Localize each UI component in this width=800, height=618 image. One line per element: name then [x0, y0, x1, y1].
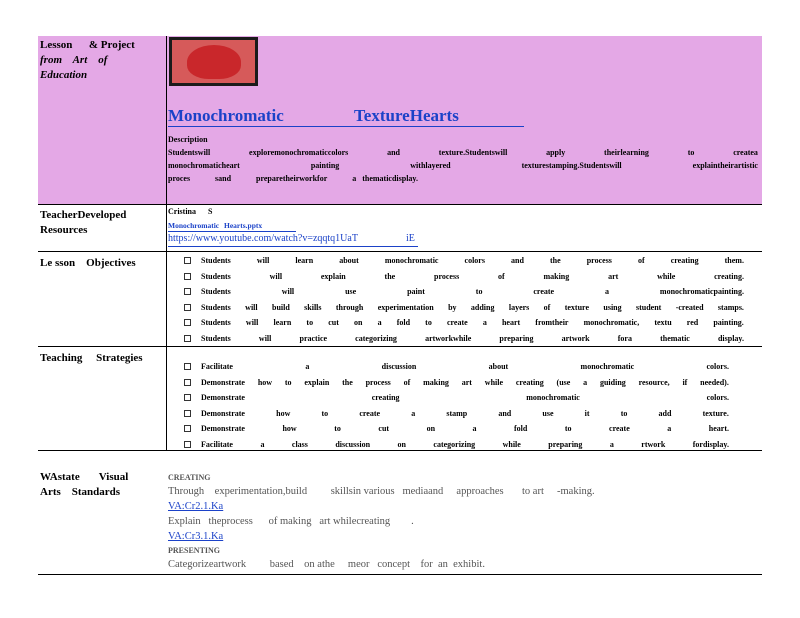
description-word: proces [168, 174, 191, 183]
title-word-2: TextureHearts [354, 106, 459, 125]
pptx-link[interactable] [168, 221, 296, 232]
description-label: Description [168, 135, 208, 144]
checkbox-icon [184, 319, 191, 326]
list-item [184, 284, 744, 300]
objectives-label: Le sson Objectives [40, 257, 136, 269]
list-item-text: Facilitate a discussion about monochromatic colors. [201, 362, 729, 371]
description-word: theirlearning [604, 148, 649, 157]
list-item [184, 390, 729, 406]
resources-row [38, 204, 762, 252]
list-item-text: Demonstrate how to create a stamp and use it to add texture. [201, 408, 729, 418]
checkbox-icon [184, 288, 191, 295]
checkbox-icon [184, 304, 191, 311]
description-word: sand [215, 174, 232, 183]
description-word: monochromaticheart [168, 161, 240, 170]
objectives-row [38, 251, 762, 347]
resources-label-line-1: TeacherDeveloped [40, 209, 127, 221]
list-item [184, 315, 744, 331]
list-item [184, 253, 744, 269]
list-item-text: Demonstrate how to cut on a fold to create a heart. [201, 424, 729, 433]
source-line-2: from Art of [40, 54, 108, 66]
checkbox-icon [184, 394, 191, 401]
list-item [184, 359, 729, 375]
description-word: exploremonochromaticcolors [249, 148, 349, 157]
list-item-text: Students will explain the process of making art while creating. [201, 271, 744, 281]
list-item-text: Facilitate a class discussion on categorizing while preparing a rtwork fordisplay. [201, 439, 729, 449]
list-item [184, 331, 744, 347]
list-item [184, 375, 729, 391]
standards-label-line-2: Arts Standards [40, 486, 121, 498]
standards-row [38, 450, 762, 575]
list-item [184, 421, 729, 437]
youtube-link[interactable] [168, 233, 418, 247]
checkbox-icon [184, 379, 191, 386]
standard-code-cr2[interactable]: VA:Cr2.1.Ka [168, 501, 224, 512]
youtube-link-part-2[interactable]: iE [406, 233, 415, 244]
standard-code-cr3[interactable]: VA:Cr3.1.Ka [168, 531, 224, 542]
description-word: withlayered [410, 161, 451, 170]
description-word: Studentswill [168, 148, 211, 157]
resources-label [40, 208, 166, 238]
presenting-heading: PRESENTING [168, 546, 221, 555]
lesson-source-cell [40, 38, 166, 83]
lesson-description [168, 133, 758, 185]
description-line-2 [168, 159, 758, 172]
description-word: createa [733, 148, 758, 157]
checkbox-icon [184, 257, 191, 264]
list-item [184, 406, 729, 422]
heart-icon [187, 45, 241, 79]
pptx-link-word-1[interactable]: Monochromatic [168, 221, 220, 230]
list-item-text: Students will learn to cut on a fold to create a heart fromtheir monochromatic, textu red painting. [201, 318, 744, 327]
checkbox-icon [184, 410, 191, 417]
list-item-text: Students will learn about monochromatic colors and the process of creating them. [201, 256, 744, 265]
strategies-row [38, 346, 762, 451]
list-item-text: Demonstrate creating monochromatic colors. [201, 393, 729, 402]
list-item [184, 269, 744, 285]
title-word-1: Monochromatic [168, 106, 284, 125]
description-word: and [387, 148, 400, 157]
strategies-list [184, 359, 729, 452]
presenting-standard-text: Categorizeartwork based on athe meor concept for an exhibit. [168, 559, 485, 570]
source-line-1: Lesson & Project [40, 39, 135, 51]
objectives-list [184, 253, 744, 346]
resources-label-line-2: Resources [40, 224, 88, 236]
description-word: preparetheirworkfor [256, 174, 328, 183]
list-item-text: Demonstrate how to explain the process of making art while creating (use a guiding resource, if needed). [201, 377, 729, 387]
description-word: texture.Studentswill [438, 148, 508, 157]
description-word: to [687, 148, 695, 157]
list-item-text: Students will build skills through experimentation by adding layers of texture using student -created stamps. [201, 302, 744, 312]
description-line-1 [168, 146, 758, 159]
description-word: painting [310, 161, 340, 170]
youtube-link-part-1[interactable]: https://www.youtube.com/watch?v=zqqtq1UaT [168, 233, 358, 244]
description-word: apply [546, 148, 566, 157]
standards-label-line-1: WAstate Visual [40, 471, 129, 483]
list-item-text: Students will practice categorizing artworkwhile preparing artwork fora thematic display. [201, 333, 744, 343]
pptx-link-word-2[interactable]: Hearts.pptx [224, 221, 263, 230]
description-word: explaintheirartistic [692, 161, 758, 170]
lesson-header-row [38, 36, 762, 205]
checkbox-icon [184, 273, 191, 280]
description-line-3 [168, 172, 418, 185]
list-item [184, 300, 744, 316]
description-word: texturestamping.Studentswill [521, 161, 622, 170]
source-line-3: Education [40, 69, 88, 81]
creating-standard-text: Through experimentation,build skillsin various mediaand approaches to art -making. [168, 486, 595, 497]
description-word: a thematicdisplay. [352, 174, 418, 183]
list-item-text: Students will use paint to create a monochromaticpainting. [201, 287, 744, 296]
strategies-label: Teaching Strategies [40, 352, 143, 364]
author-name: Cristina S [168, 207, 213, 216]
checkbox-icon [184, 425, 191, 432]
checkbox-icon [184, 363, 191, 370]
checkbox-icon [184, 441, 191, 448]
standards-label [40, 470, 166, 500]
lesson-title [168, 106, 524, 127]
heart-thumbnail-image [169, 37, 258, 86]
creating-heading: CREATING [168, 473, 211, 482]
checkbox-icon [184, 335, 191, 342]
explain-standard-text: Explain theprocess of making art whilecreating . [168, 516, 414, 527]
